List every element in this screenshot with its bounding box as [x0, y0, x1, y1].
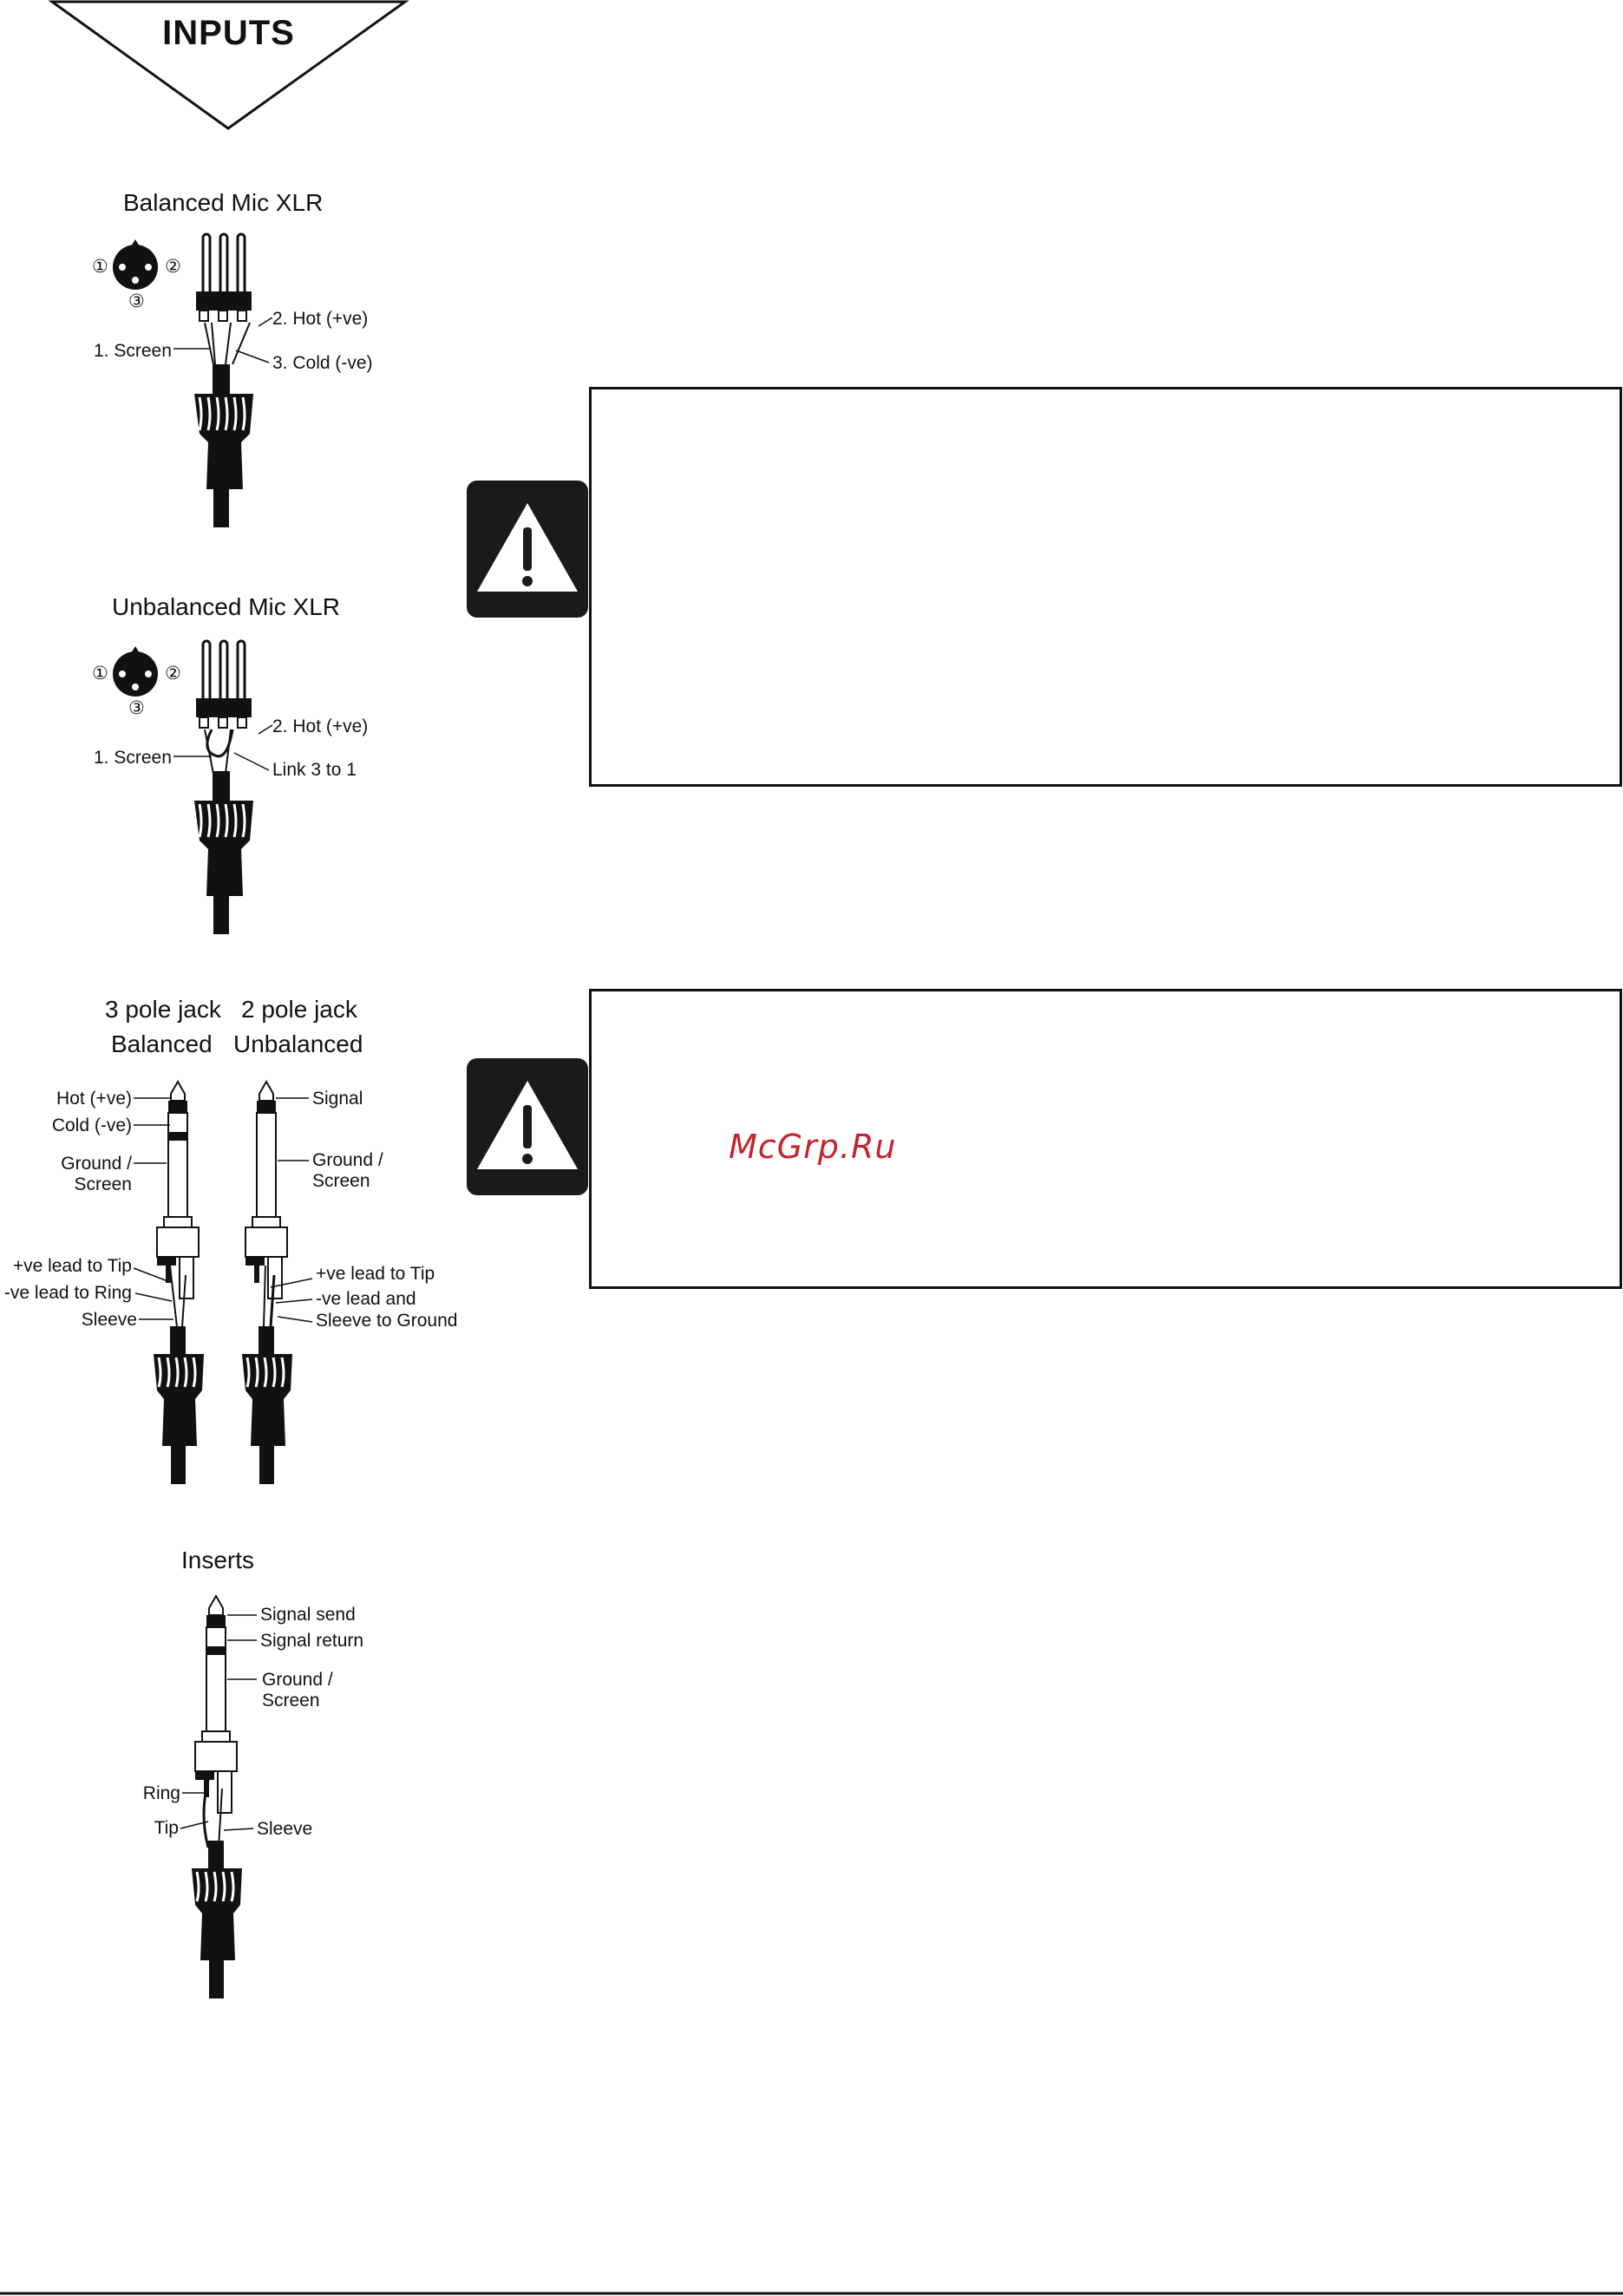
section-title: INPUTS — [162, 14, 295, 52]
screen-label: 1. Screen — [94, 748, 172, 768]
ground-label: Ground / — [312, 1150, 383, 1170]
watermark: McGrp.Ru — [729, 1128, 897, 1166]
warning-triangle-icon — [467, 481, 588, 618]
tip-label: Tip — [154, 1818, 179, 1838]
signal-send-label: Signal send — [260, 1605, 356, 1625]
ground-label: Ground / — [61, 1154, 132, 1174]
warning-triangle-icon — [467, 1058, 588, 1195]
pin-2-label: ② — [165, 257, 181, 277]
unbalanced-xlr-title: Unbalanced Mic XLR — [112, 593, 341, 620]
hot-label: 2. Hot (+ve) — [272, 716, 369, 736]
warning-box-1 — [589, 387, 1622, 787]
hot-label: Hot (+ve) — [56, 1089, 132, 1109]
inserts-title: Inserts — [181, 1547, 255, 1573]
balanced-xlr-title: Balanced Mic XLR — [123, 189, 324, 216]
sleeve-label: Sleeve — [257, 1819, 313, 1839]
two-pole-jack-subtitle: Unbalanced — [233, 1030, 363, 1057]
cold-label: 3. Cold (-ve) — [272, 353, 373, 373]
ground-label: Ground / — [262, 1670, 333, 1690]
minus-lead-label: -ve lead to Ring — [3, 1283, 132, 1303]
pin-1-label: ① — [92, 257, 108, 277]
sleeve-label: Sleeve — [81, 1310, 137, 1330]
three-pole-jack-title: 3 pole jack — [105, 996, 221, 1023]
screen-label: Screen — [74, 1174, 132, 1194]
two-pole-jack-title: 2 pole jack — [241, 996, 357, 1023]
link-label: Link 3 to 1 — [272, 760, 357, 780]
pin-3-label: ③ — [128, 291, 145, 311]
plus-lead-label: +ve lead to Tip — [12, 1256, 132, 1276]
pin-3-label: ③ — [128, 698, 145, 718]
ring-label: Ring — [142, 1783, 180, 1803]
signal-return-label: Signal return — [260, 1631, 364, 1651]
three-pole-jack-subtitle: Balanced — [111, 1030, 213, 1057]
screen-label: 1. Screen — [94, 341, 172, 361]
screen-label: Screen — [262, 1691, 320, 1711]
sleeve-label: Sleeve to Ground — [316, 1311, 458, 1331]
plus-lead-label: +ve lead to Tip — [316, 1264, 435, 1284]
hot-label: 2. Hot (+ve) — [272, 309, 369, 329]
pin-1-label: ① — [92, 664, 108, 684]
minus-lead-label: -ve lead and — [316, 1289, 416, 1309]
cold-label: Cold (-ve) — [51, 1115, 132, 1135]
signal-label: Signal — [312, 1089, 363, 1109]
pin-2-label: ② — [165, 664, 181, 684]
screen-label: Screen — [312, 1171, 370, 1191]
